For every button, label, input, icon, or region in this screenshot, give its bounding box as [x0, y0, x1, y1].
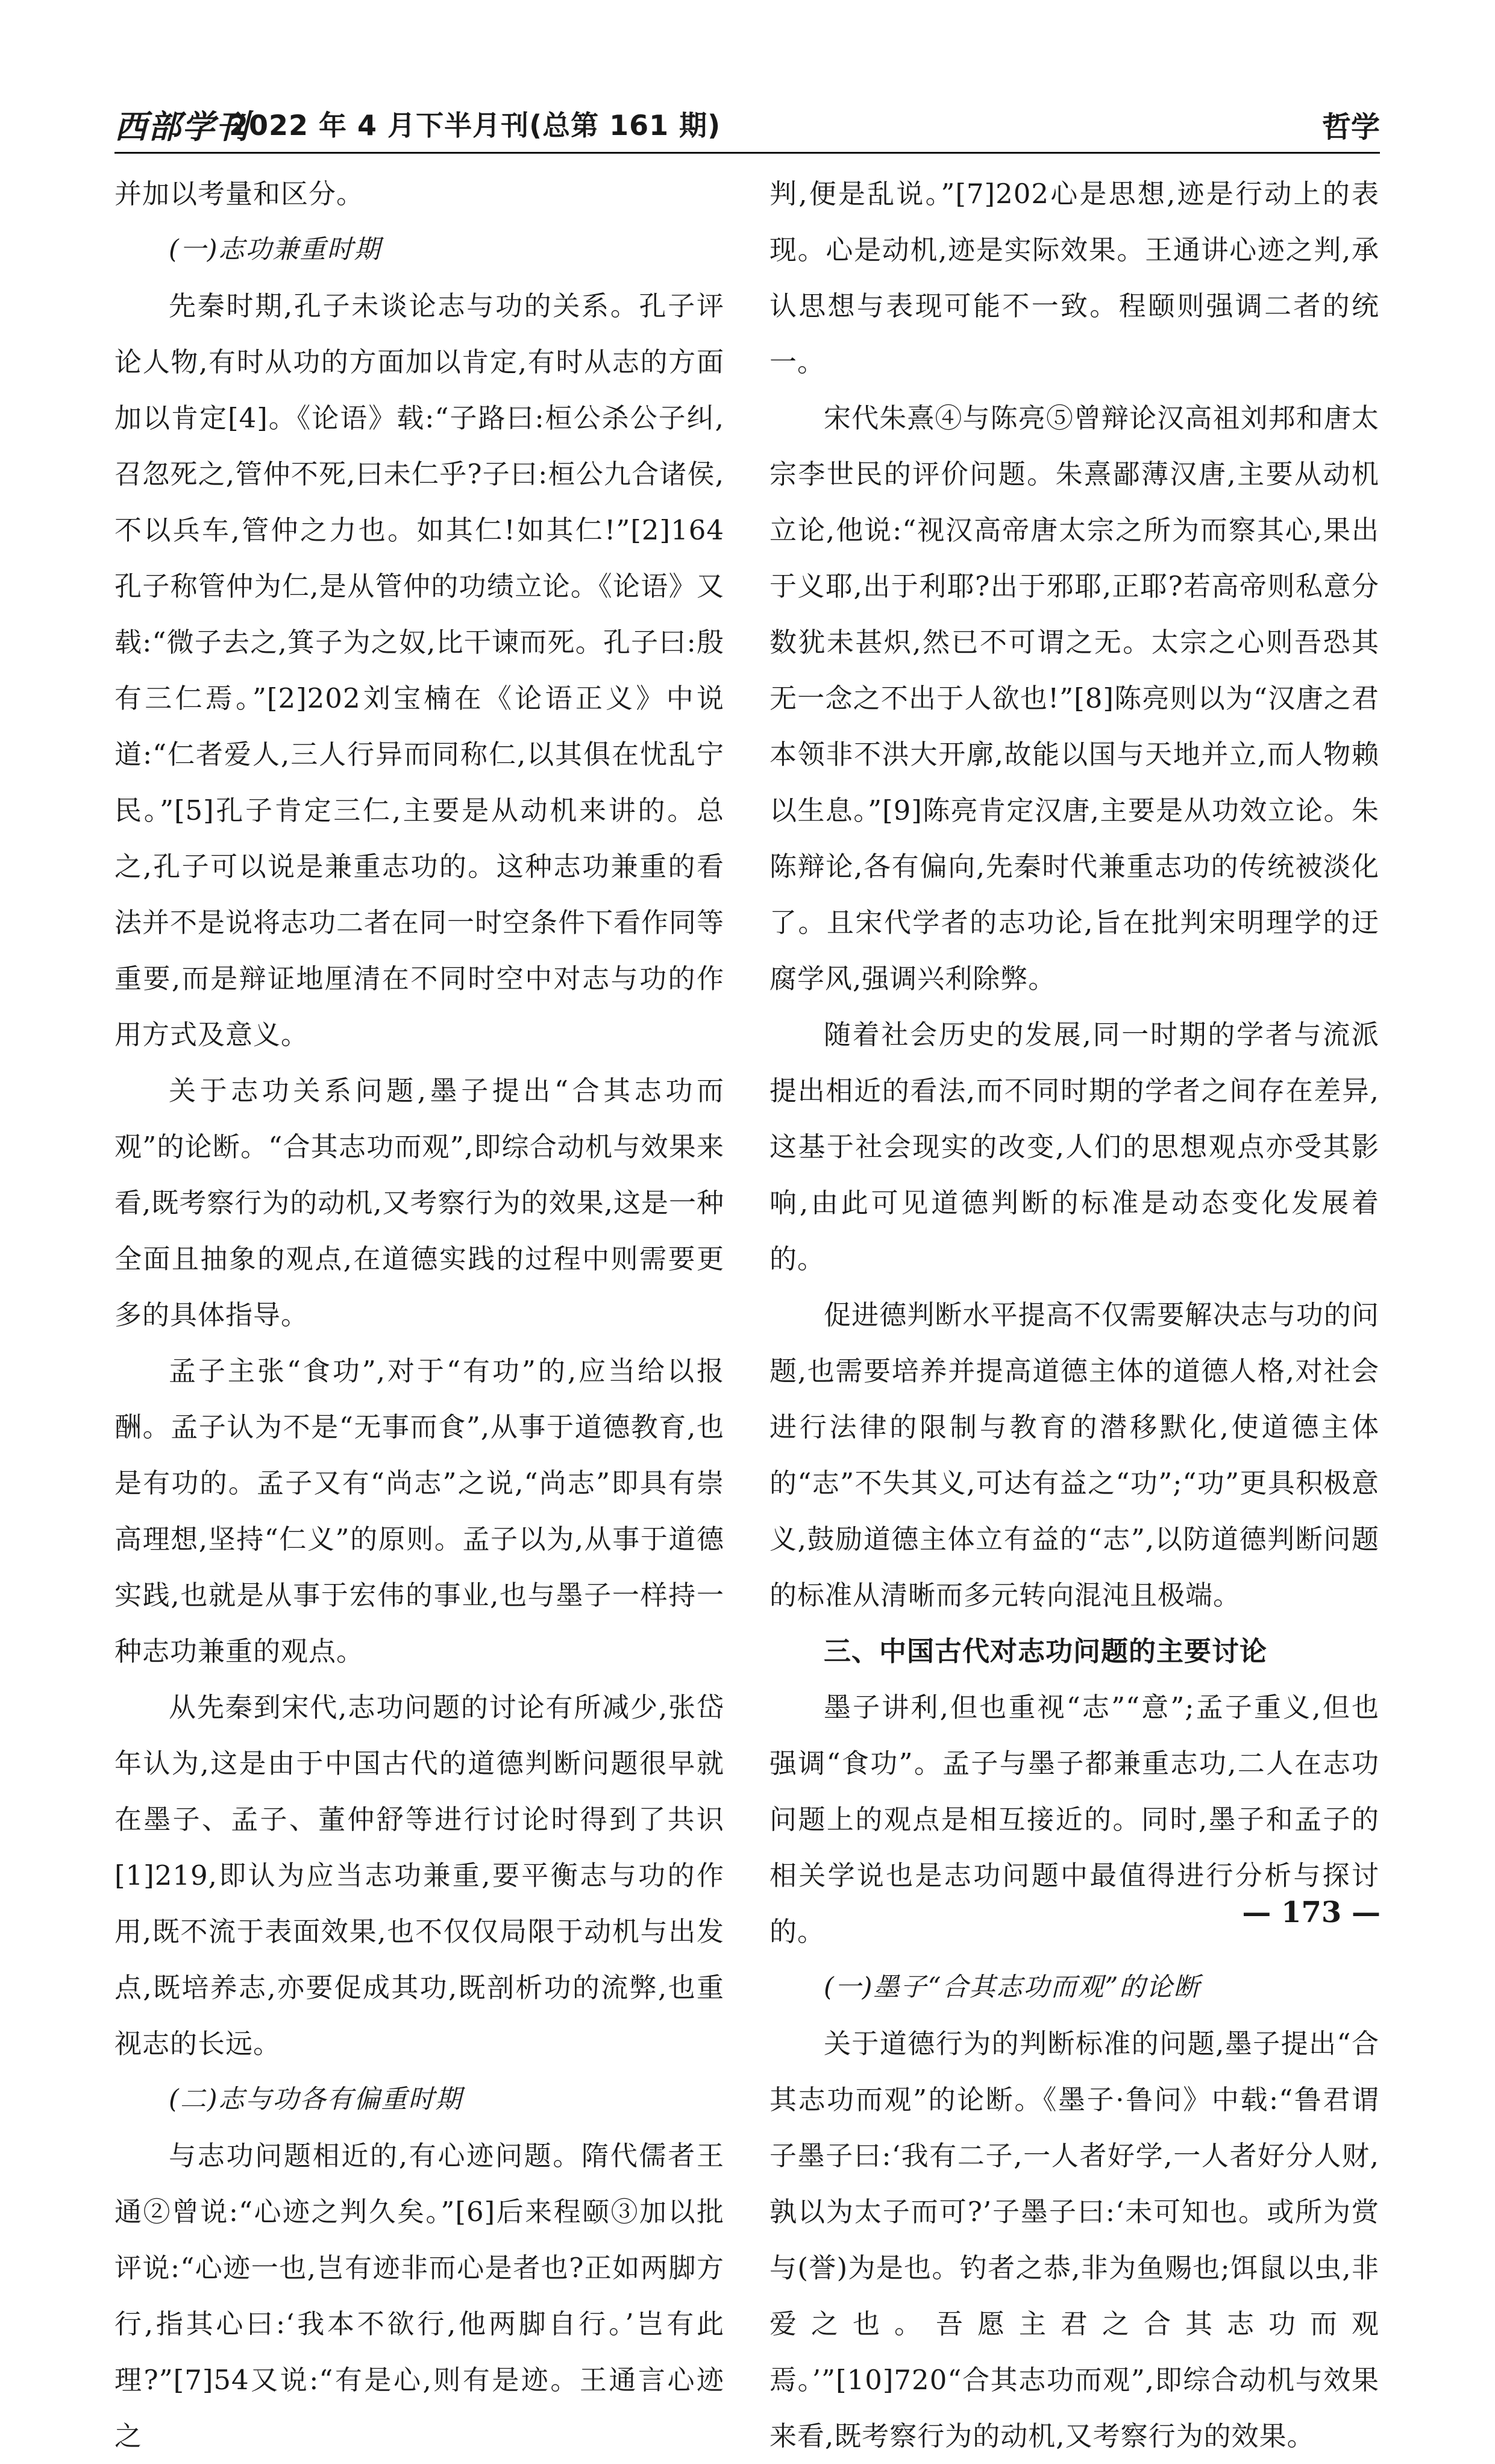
paragraph: 关于志功关系问题,墨子提出“合其志功而观”的论断。“合其志功而观”,即综合动机与效果来看,既考察行为的动机,又考察行为的效果,这是一种全面且抽象的观点,在道德实践的过程中则需要更多的具体指导。	[114, 1075, 724, 1331]
section-label: 哲学	[1321, 110, 1380, 144]
right-column	[769, 166, 1379, 2464]
header-rule	[114, 152, 1380, 154]
left-column	[114, 166, 724, 2464]
running-header	[114, 101, 1380, 149]
issue-info: 2022 年 4 月下半月刊(总第 161 期)	[229, 109, 721, 142]
subsection-heading: (二)志与功各有偏重时期	[169, 2084, 463, 2114]
paragraph: 宋代朱熹④与陈亮⑤曾辩论汉高祖刘邦和唐太宗李世民的评价问题。朱熹鄙薄汉唐,主要从动机立论,他说:“视汉高帝唐太宗之所为而察其心,果出于义耶,出于利耶?出于邪耶,正耶?若高帝则私意分数犹未甚炽,然已不可谓之无。太宗之心则吾恐其无一念之不出于人欲也!”[8]陈亮则以为“汉唐之君本领非不洪大开廓,故能以国与天地并立,而人物赖以生息。”[9]陈亮肯定汉唐,主要是从功效立论。朱陈辩论,各有偏向,先秦时代兼重志功的传统被淡化了。且宋代学者的志功论,旨在批判宋明理学的迂腐学风,强调兴利除弊。	[769, 402, 1379, 995]
paragraph: 关于道德行为的判断标准的问题,墨子提出“合其志功而观”的论断。《墨子·鲁问》中载:“鲁君谓子墨子曰:‘我有二子,一人者好学,一人者好分人财,孰以为太子而可?’子墨子曰:‘未可知也。或所为赏与(誉)为是也。钓者之恭,非为鱼赐也;饵鼠以虫,非爱之也。吾愿主君之合其志功而观焉。’”[10]720“合其志功而观”,即综合动机与效果来看,既考察行为的动机,又考察行为的效果。	[769, 2028, 1379, 2452]
paragraph: 并加以考量和区分。	[114, 178, 365, 210]
paragraph: 孟子主张“食功”,对于“有功”的,应当给以报酬。孟子认为不是“无事而食”,从事于道德教育,也是有功的。孟子又有“尚志”之说,“尚志”即具有崇高理想,坚持“仁义”的原则。孟子以为,从事于道德实践,也就是从事于宏伟的事业,也与墨子一样持一种志功兼重的观点。	[114, 1355, 724, 1667]
section-heading: 三、中国古代对志功问题的主要讨论	[824, 1635, 1268, 1667]
journal-title: 西部学刊	[114, 107, 249, 146]
subsection-heading: (一)墨子“合其志功而观”的论断	[824, 1972, 1201, 2002]
subsection-heading: (一)志功兼重时期	[169, 234, 381, 265]
paragraph: 判,便是乱说。”[7]202心是思想,迹是行动上的表现。心是动机,迹是实际效果。王通讲心迹之判,承认思想与表现可能不一致。程颐则强调二者的统一。	[769, 178, 1379, 378]
paragraph: 促进德判断水平提高不仅需要解决志与功的问题,也需要培养并提高道德主体的道德人格,对社会进行法律的限制与教育的潜移默化,使道德主体的“志”不失其义,可达有益之“功”;“功”更具积极意义,鼓励道德主体立有益的“志”,以防道德判断问题的标准从清晰而多元转向混沌且极端。	[769, 1299, 1379, 1611]
page-number: — 173 —	[1242, 1896, 1381, 1929]
paragraph: 随着社会历史的发展,同一时期的学者与流派提出相近的看法,而不同时期的学者之间存在差异,这基于社会现实的改变,人们的思想观点亦受其影响,由此可见道德判断的标准是动态变化发展着的。	[769, 1019, 1379, 1275]
paragraph: 墨子讲利,但也重视“志”“意”;孟子重义,但也强调“食功”。孟子与墨子都兼重志功,二人在志功问题上的观点是相互接近的。同时,墨子和孟子的相关学说也是志功问题中最值得进行分析与探讨的。	[769, 1691, 1379, 1947]
paragraph: 从先秦到宋代,志功问题的讨论有所减少,张岱年认为,这是由于中国古代的道德判断问题很早就在墨子、孟子、董仲舒等进行讨论时得到了共识[1]219,即认为应当志功兼重,要平衡志与功的作用,既不流于表面效果,也不仅仅局限于动机与出发点,既培养志,亦要促成其功,既剖析功的流弊,也重视志的长远。	[114, 1691, 724, 2060]
paragraph: 先秦时期,孔子未谈论志与功的关系。孔子评论人物,有时从功的方面加以肯定,有时从志的方面加以肯定[4]。《论语》载:“子路曰:桓公杀公子纠,召忽死之,管仲不死,曰未仁乎?子曰:桓公九合诸侯,不以兵车,管仲之力也。如其仁!如其仁!”[2]164孔子称管仲为仁,是从管仲的功绩立论。《论语》又载:“微子去之,箕子为之奴,比干谏而死。孔子曰:殷有三仁焉。”[2]202刘宝楠在《论语正义》中说道:“仁者爱人,三人行异而同称仁,以其俱在忧乱宁民。”[5]孔子肯定三仁,主要是从动机来讲的。总之,孔子可以说是兼重志功的。这种志功兼重的看法并不是说将志功二者在同一时空条件下看作同等重要,而是辩证地厘清在不同时空中对志与功的作用方式及意义。	[114, 290, 725, 1051]
paragraph: 与志功问题相近的,有心迹问题。隋代儒者王通②曾说:“心迹之判久矣。”[6]后来程颐③加以批评说:“心迹一也,岂有迹非而心是者也?正如两脚方行,指其心曰:‘我本不欲行,他两脚自行。’岂有此理?”[7]54又说:“有是心,则有是迹。王通言心迹之	[114, 2140, 724, 2452]
